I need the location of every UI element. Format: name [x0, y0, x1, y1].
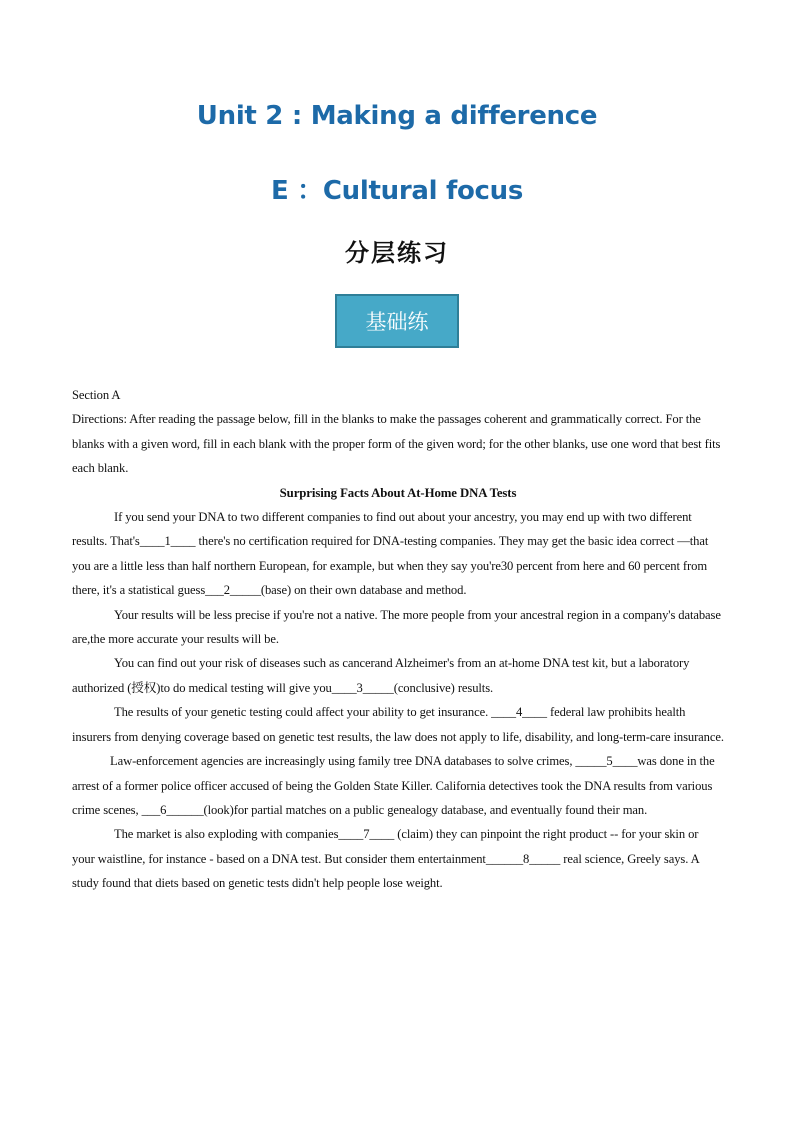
- section-title: E ：Cultural focus: [270, 176, 524, 206]
- practice-title: 分层练习: [345, 238, 449, 267]
- passage-paragraph-6: The market is also exploding with companies____7____ (claim) they can pinpoint the right product -- for your skin or your waistline, for instance - based on a DNA test. But consider them entertainment______8_____ real science, Greely says. A study found that diets based on genetic tests didn't help people lose weight.: [72, 827, 699, 891]
- passage-paragraph-2: Your results will be less precise if you're not a native. The more people from your ancestral region in a company's database are,the more accurate your results will be.: [72, 607, 721, 647]
- passage-title: Surprising Facts About At-Home DNA Tests: [279, 485, 517, 500]
- unit-title: Unit 2 : Making a difference: [196, 101, 598, 131]
- directions-text: Directions: After reading the passage below, fill in the blanks to make the passages coherent and grammatically correct. For the blanks with a given word, fill in each blank with the proper form of the given word; for the other blanks, use one word that best fits each blank.: [72, 412, 721, 476]
- section-label: Section A: [72, 388, 121, 402]
- passage-paragraph-5: Law-enforcement agencies are increasingly using family tree DNA databases to solve crimes, _____5____was done in the arrest of a former police officer accused of being the Golden State Killer. California detectives took the DNA results from various crime scenes, ___6______(look)for partial matches on a public genealogy database, and eventually found their man.: [72, 754, 715, 817]
- passage-paragraph-1: If you send your DNA to two different companies to find out about your ancestry, you may end up with two different results. That's____1____ there's no certification required for DNA-testing companies. They may get the basic idea correct —that you are a little less than half northern European, for example, but when they say you're30 percent from here and 60 percent from there, it's a statistical guess___2_____(base) on their own database and method.: [72, 510, 709, 598]
- passage-paragraph-4: The results of your genetic testing could affect your ability to get insurance. ____4____ federal law prohibits health insurers from denying coverage based on genetic test results, the law does not apply to life, disability, and long-term-care insurance.: [72, 705, 724, 744]
- level-badge: 基础练: [335, 294, 459, 348]
- exercise-content: [72, 383, 724, 896]
- passage-paragraph-3: You can find out your risk of diseases such as cancerand Alzheimer's from an at-home DNA test kit, but a laboratory authorized (授权)to do medical testing will give you____3_____(conclusive) results.: [72, 656, 690, 695]
